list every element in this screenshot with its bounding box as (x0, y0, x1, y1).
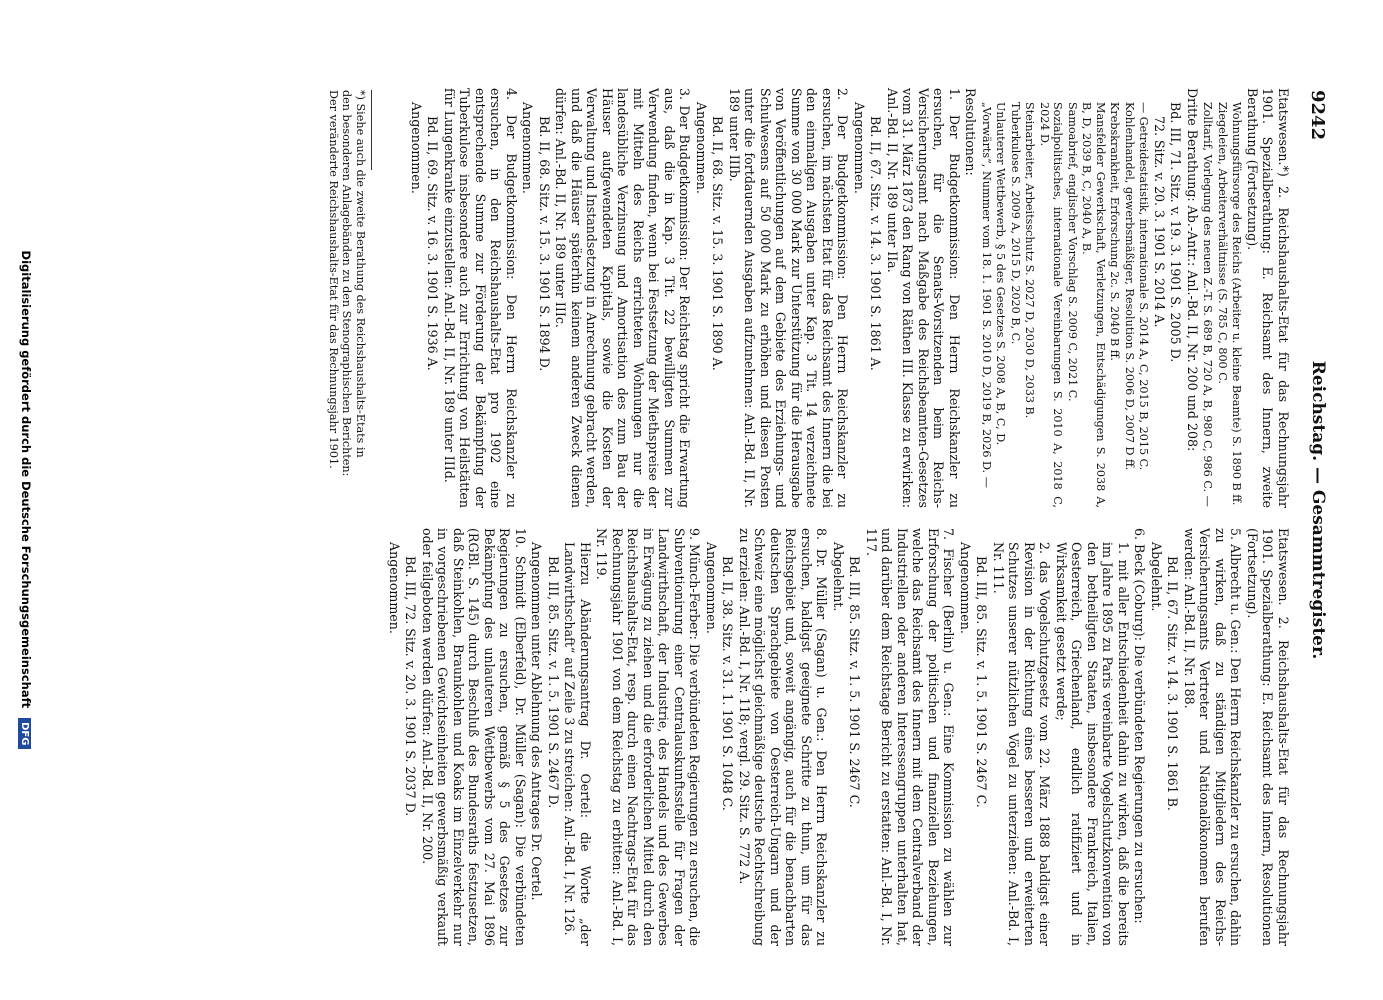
right-paragraph: Etatswesen. 2. Reichshaushalts-Etat für das Rechnungsjahr 1901. Spezialberathung: E. Reichsamt des Innern, Resolutionen (Fortsetzung). (1245, 528, 1291, 946)
digitization-credit (5, 0, 33, 1000)
right-paragraph: 9. Münch-Ferber: Die verbündeten Regierungen zu ersuchen, die Subventionirung einer Centralauskunftsstelle für Fragen der Landwirthschaft, der Industrie, des Handels und des Gewerbes in Erwägung zu ziehen und die erforderlichen Mittel durch den Reichshaushalts-Etat, resp. durch einen Nachtrags-Etat für das Rechnungsjahr 1901 von dem Reichstag zu erbitten: Anl.-Bd. I, Nr. 119. (594, 528, 703, 946)
left-paragraph: 4. Der Budgetkommission: Den Herrn Reichskanzler zu ersuchen, in den Reichshaushalts-Etat pro 1902 eine entsprechende Summe zur Förderung der Bekämpfung der Tuberkulose insbesondere auch zur Errichtung von Heilstätten für Lungenkranke einzustellen: Anl.-Bd. II, Nr. 189 unter IIId. (442, 88, 519, 508)
left-paragraph: Kohlenhandel, gewerbsmäßiger, Resolution S. 2006 D, 2007 D ff. (1123, 102, 1136, 471)
right-paragraph: Hierzu Abänderungsantrag Dr. Oertel: die Worte „der Landwirthschaft“ auf Zeile 3 zu streichen: Anl.-Bd. I, Nr. 126. (562, 542, 593, 946)
right-column (386, 528, 1292, 946)
left-paragraph: Bd. III, 71. Sitz. v. 19. 3. 1901 S. 2005 D. (1168, 102, 1184, 363)
left-paragraph: Dritte Berathung: Ab.-Antr.: Anl.-Bd. II, Nr. 200 und 208: (1185, 88, 1200, 452)
left-column (408, 88, 1292, 508)
right-paragraph: 5. Albrecht u. Gen.: Den Herrn Reichskanzler zu ersuchen, dahin zu wirken, daß zu ständigen Mitgliedern des Reichs-Versicherungsamts Vertreter und Nationalökonomen berufen werden: Anl.-Bd. II, Nr. 188. (1182, 528, 1244, 946)
right-paragraph: Abgelehnt. (831, 542, 846, 612)
left-paragraph: Bd. II, 68. Sitz. v. 15. 3. 1901 S. 1894 D. (537, 116, 552, 372)
left-paragraph: — Getreidestatistik, internationale S. 2014 A, C, 2015 B, 2015 C. (1137, 102, 1151, 471)
right-paragraph: 8. Dr. Müller (Sagan) u. Gen.: Den Herrn Reichskanzler zu ersuchen, baldigst geeignete Schritte zu thun, um für das Reichsgebiet und, soweit angängig, auch für die benachbarten deutschen Sprachgebiete von Oesterreich-Ungarn und der Schweiz eine möglichst gleichmäßige deutsche Rechtschreibung zu erzielen: Anl.-Bd. I, Nr. 118; vergl. 29. Sitz. S. 772 A. (737, 528, 830, 946)
right-paragraph: Bd. II, 67. Sitz. v. 14. 3. 1901 S. 1861 B. (1165, 556, 1181, 811)
page-number: 9242 (1307, 90, 1328, 141)
right-paragraph: 10. Schmidt (Elberfeld), Dr. Müller (Sagan): Die verbündeten Regierungen zu ersuchen, gemäß § 5 des Gesetzes zur Bekämpfung des unlauteren Wettbewerbs vom 27. Mai 1896 (RGBl. S. 145) durch Beschluß des Bundesraths festzusetzen, daß Steinkohlen, Braunkohlen und Koaks im Einzelverkehr nur in vorgeschriebenen Gewichtseinheiten gewerbsmäßig verkauft oder feilgeboten werden dürfen: Anl.-Bd. II, Nr. 200. (420, 528, 528, 946)
left-paragraph: 3. Der Budgetkommission: Der Reichstag spricht die Erwartung aus, daß die in Kap. 3 Tit. 22 bewilligten Summen zur Verwendung finden, wenn bei Festsetzung der Miethspreise der mit Mitteln des Reichs errichteten Wohnungen nur die landesübliche Verzinsung und Amortisation des zum Bau der Häuser aufgewendeten Kapitals, sowie die Kosten der Verwaltung und Instandsetzung in Anrechnung gebracht werden, und daß die Häuser späterhin keinem anderen Zweck dienen dürfen: Anl.-Bd. II, Nr. 189 unter IIIc. (553, 88, 693, 508)
left-paragraph: Steinarbeiter, Arbeitsschutz S. 2027 D, 2030 D, 2033 B. (1023, 102, 1037, 419)
right-paragraph: Angenommen. (958, 542, 973, 634)
left-paragraph: Zolltarif, Vorlegung des neuen Z.-T. S. 689 B, 720 A, B, 980 C, 986 C. — (1201, 102, 1215, 507)
right-paragraph: Bd. III, 85. Sitz. v. 1. 5. 1901 S. 2467 C. (974, 556, 990, 808)
right-paragraph: Bd. III, 85. Sitz. v. 1. 5. 1901 S. 2467 D. (546, 556, 561, 809)
left-paragraph: 72. Sitz. v. 20. 3. 1901 S. 2014 A. (1152, 116, 1167, 328)
left-paragraph: Samoabrief, englischer Vorschlag S. 2009 C, 2021 C. (1066, 102, 1079, 402)
right-paragraph: Angenommen. (387, 542, 402, 634)
page-header (1304, 90, 1328, 930)
left-paragraph: Angenommen. (520, 102, 536, 194)
left-paragraph: Etatswesen.*) 2. Reichshaushalts-Etat für das Rechnungsjahr 1901. Spezialberathung: E. Reichsamt des Innern, zweite Berathung (Fortsetzung). (1245, 88, 1291, 508)
running-title: Reichstag. — Gesammtregister. (1308, 360, 1328, 660)
left-paragraph: Resolutionen: (963, 88, 979, 176)
right-paragraph: Bd. III, 85. Sitz. v. 1. 5. 1901 S. 2467 C. (847, 556, 863, 808)
right-paragraph: Bd. III, 72. Sitz. v. 20. 3. 1901 S. 2037 D. (403, 556, 419, 817)
right-paragraph: 2. das Vogelschutzgesetz vom 22. März 1888 baldigst einer Revision in der Richtung eines besseren und erweiterten Schutzes unserer nützlichen Vögel zu unterziehen: Anl.-Bd. I, Nr. 111. (991, 542, 1053, 946)
right-paragraph: Bd. II, 38. Sitz. v. 31. 1. 1901 S. 1048 C. (720, 556, 736, 811)
left-paragraph: Bd. II, 68. Sitz. v. 15. 3. 1901 S. 1890 A. (710, 116, 726, 371)
left-paragraph: Mansfelder Gewerkschaft, Verletzungen, Entschädigungen S. 2038 A, B, D, 2039 B, C, 2040 A, B. (1080, 102, 1107, 508)
left-paragraph: 2. Der Budgetkommission: Den Herrn Reichskanzler zu ersuchen, im nächsten Etat für das Reichsamt des Innern die bei den einmaligen Ausgaben unter Kap. 3 Tit. 14 verzeichnete Summe von 30 000 Mark zur Unterstützung für die Herausgabe von Veröffentlichungen auf dem Gebiete des Erziehungs- und Schulwesens auf 50 000 Mark zu erhöhen und diesen Posten unter die fortdauernden Ausgaben aufzunehmen: Anl.-Bd. II, Nr. 189 unter IIIb. (727, 88, 851, 508)
right-paragraph: Angenommen unter Ablehnung des Antrages Dr. Oertel. (529, 542, 545, 901)
footnote (327, 90, 379, 480)
left-paragraph: Bd. II, 67. Sitz. v. 14. 3. 1901 S. 1861 A. (868, 116, 884, 371)
footnote-rule (371, 90, 372, 170)
left-paragraph: Angenommen. (852, 102, 867, 194)
footnote-text: *) Siehe auch die zweite Berathung des Reichshaushalts-Etats in den besonderen Anlagebänden zu den Stenographischen Berichten: Der veränderte Reichshaushalts-Etat für das Rechnungsjahr 1901. (327, 90, 367, 477)
left-paragraph: Bd. II, 69. Sitz. v. 16. 3. 1901 S. 1936 A. (425, 116, 441, 371)
left-paragraph: Sozialpolitisches, internationale Vereinbarungen S. 2010 A, 2018 C, 2024 D. (1038, 102, 1065, 508)
left-paragraph: Angenommen. (694, 102, 709, 194)
right-paragraph: 1. mit aller Entschiedenheit dahin zu wirken, daß die bereits im Jahre 1895 zu Paris vereinbarte Vogelschutzkonvention von den betheiligten Staaten, insbesondere Frankreich, Italien, Oesterreich, Griechenland, endlich ratifiziert und in Wirksamkeit gesetzt werde; (1054, 542, 1131, 946)
left-paragraph: Krebskrankheit, Erforschung 2c. S. 2040 B ff. (1108, 102, 1122, 361)
left-paragraph: Ziegeleien, Arbeiterverhältnisse (S. 785 C, 800 C. (1216, 102, 1229, 384)
left-paragraph: Unlauterer Wettbewerb, § 5 des Gesetzes S. 2008 A, B, C, D. (994, 102, 1008, 446)
credit-text: Digitalisierung gefördert durch die Deutsche Forschungsgemeinschaft (19, 250, 33, 709)
left-paragraph: Wohnungsfürsorge des Reichs (Arbeiter u. kleine Beamte) S. 1890 B ff. (1230, 102, 1244, 506)
dfg-logo-icon: DFG (18, 718, 31, 749)
left-paragraph: 1. Der Budgetkommission: Den Herrn Reichskanzler zu ersuchen, für die Senats-Vorsitzenden beim Reichs-Versicherungsamt nach Maßgabe des Reichsbeamten-Gesetzes vom 31. März 1873 den Rang von Räthen III. Klasse zu erwirken: Anl.-Bd. II, Nr. 189 unter IIa. (885, 88, 962, 508)
left-paragraph: Angenommen. (409, 102, 424, 194)
right-paragraph: Angenommen. (704, 542, 719, 634)
right-paragraph: 6. Beck (Coburg): Die verbündeten Regierungen zu ersuchen: (1132, 528, 1148, 924)
left-paragraph: „Vorwärts“, Nummer vom 18. 1. 1901 S. 2010 D, 2019 B, 2026 D. — (980, 102, 993, 488)
right-paragraph: 7. Fischer (Berlin) u. Gen.: Eine Kommission zu wählen zur Erforschung der politischen und finanziellen Beziehungen, welche das Reichsamt des Innern mit dem Centralverband der Industriellen oder anderen Interessengruppen unterhalten hat, und darüber dem Reichstage Bericht zu erstatten: Anl.-Bd. I, Nr. 117. (864, 528, 957, 946)
left-paragraph: Tuberkulose S. 2009 A, 2015 D, 2020 B, C. (1009, 102, 1022, 345)
right-paragraph: Abgelehnt. (1149, 542, 1164, 612)
